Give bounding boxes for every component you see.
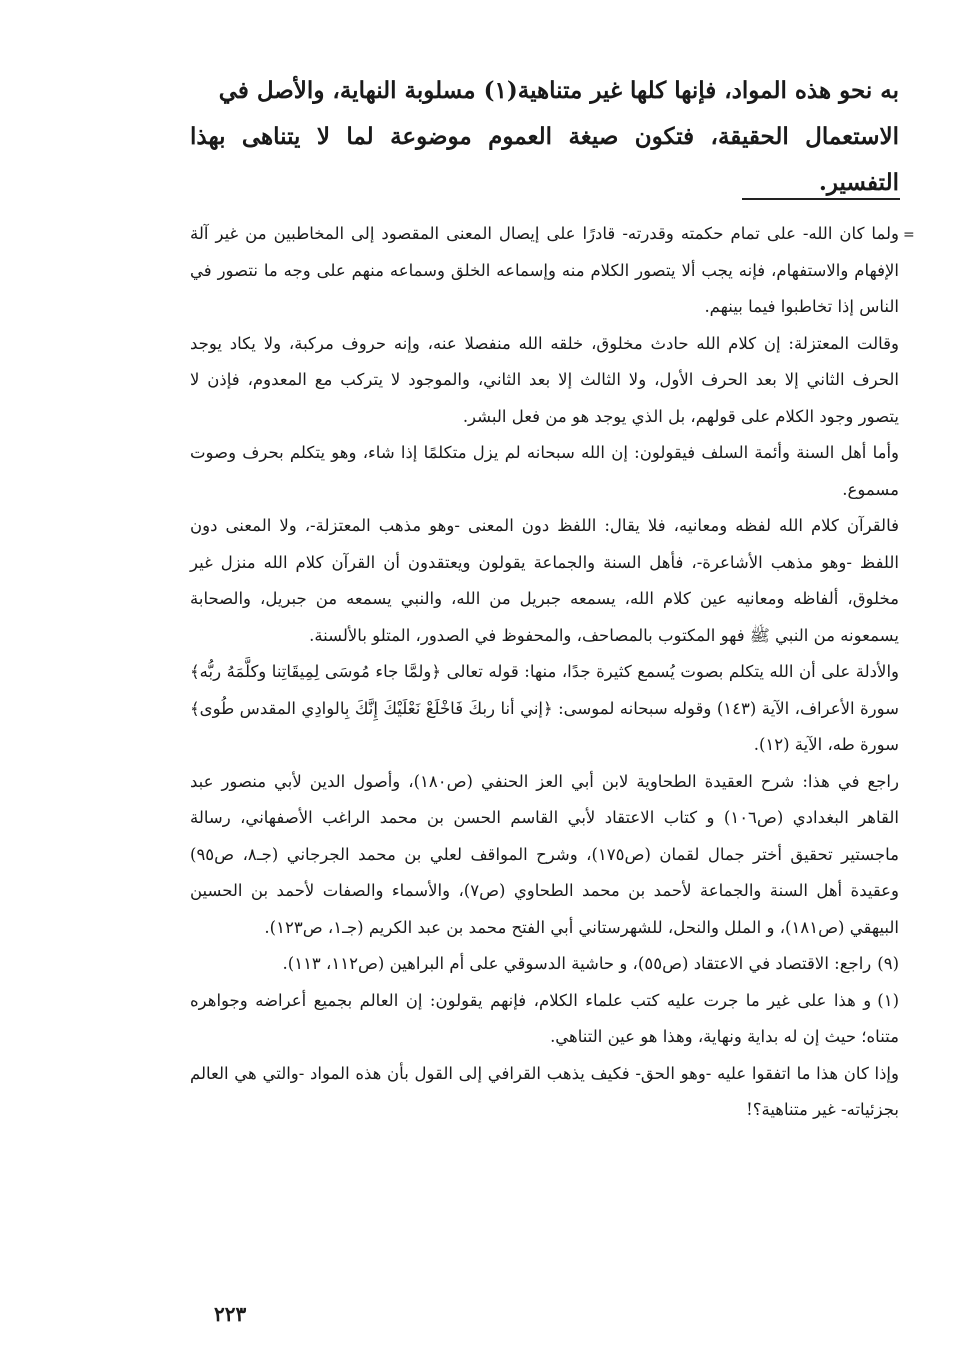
footnote-paragraph: راجع في هذا: شرح العقيدة الطحاوية لابن أبي العز الحنفي (ص١٨٠)، وأصول الدين لأبي منصور عبد القاهر البغدادي (ص١٠٦) و كتاب الاعتقاد لأبي القاسم الحسن بن محمد الراغب الأصفهاني، رسالة ماجستير تحقيق أختر جمال لقمان (ص١٧٥)، وشرح المواقف لعلي بن محمد الجرجاني (جـ٨، ص٩٥) وعقيدة أهل السنة والجماعة لأحمد بن محمد الطحاوي (ص٧)، والأسماء والصفات لأحمد بن الحسين البيهقي (ص١٨١)، و الملل والنحل، للشهرستاني أبي الفتح محمد بن عبد الكريم (جـ١، ص١٢٣). <box>190 771 899 937</box>
footnote-1-text: و هذا على غير ما جرت عليه كتب علماء الكلام، فإنهم يقولون: إن العالم بجميع أعراضه وجواهره متناه؛ حيث إن له بداية ونهاية، وهذا هو عين التناهي. <box>190 990 899 1046</box>
footnote-paragraph: ولما كان الله- على تمام حكمته وقدرته- قادرًا على إيصال المعنى المقصود إلى المخاطبين من غير آلة الإفهام والاستفهام، فإنه يجب ألا يتصور الكلام منه وإسماعه الخلق وسماعه منهم على وجه ما نتصور في الناس إذا تخاطبوا فيما بينهم. <box>190 224 899 316</box>
footnote-9-text: راجع: الاقتصاد في الاعتقاد (ص٥٥)، و حاشية الدسوقي على أم البراهين (ص١١٢، ١١٣). <box>282 954 872 973</box>
footnote-paragraph: فالقرآن كلام الله لفظه ومعانيه، فلا يقال: اللفظ دون المعنى -وهو مذهب المعتزلة-، ولا المعنى دون اللفظ -وهو مذهب الأشاعرة-، فأهل السنة والجماعة يقولون ويعتقدون أن القرآن كلام الله منزل غير مخلوق، ألفاظه ومعانيه عين كلام الله، يسمعه جبريل من الله، والنبي يسمعه من جبريل، والصحابة يسمعونه من النبي ﷺ فهو المكتوب بالمصاحف، والمحفوظ في الصدور، المتلو بالألسنة. <box>190 516 899 645</box>
footnote-1-continuation: وإذا كان هذا ما اتفقوا عليه -وهو الحق- فكيف يذهب القرافي إلى القول بأن هذه المواد -والتي هي العالم بجزئياته- غير متناهية؟! <box>190 1063 899 1119</box>
footnote-1-number: (١) <box>877 990 899 1010</box>
footnote-9 <box>190 946 899 983</box>
footnote-1 <box>190 983 899 1056</box>
footnotes <box>190 216 899 1129</box>
page-number: ٢٢٣ <box>214 1302 247 1326</box>
main-line-1: به نحو هذه المواد، فإنها كلها غير متناهية(١) مسلوبة النهاية، والأصل في <box>218 77 899 104</box>
main-text <box>190 68 899 206</box>
main-line-2: الاستعمال الحقيقة، فتكون صيغة العموم موضوعة لما لا يتناهى بهذا التفسير. <box>190 123 899 196</box>
footnote-paragraph: وأما أهل السنة وأئمة السلف فيقولون: إن الله سبحانه لم يزل متكلمًا إذا شاء، وهو يتكلم بحرف وصوت مسموع. <box>190 443 899 499</box>
continuation-mark: = <box>903 227 915 243</box>
footnote-paragraph: وقالت المعتزلة: إن كلام الله حادث مخلوق، خلقه الله منفصلا عنه، وإنه حروف مركبة، ولا يكاد يوجد الحرف الثاني إلا بعد الحرف الأول، ولا الثالث إلا بعد الثاني، والموجود لا يتركب مع المعدوم، فإذن لا يتصور وجود الكلام على قولهم، بل الذي يوجد هو من فعل البشر. <box>190 333 899 426</box>
footnote-paragraph: والأدلة على أن الله يتكلم بصوت يُسمع كثيرة جدًا، منها: قوله تعالى ﴿ولمَّا جاء مُوسَى لِمِيقَاتِنا وكلَّمَهُ ربُّه﴾ سورة الأعراف، الآية (١٤٣) وقوله سبحانه لموسى: ﴿إني أنا ربكَ فَاخْلَعْ نَعْلَيْكَ إِنَّكَ بِالوادِي المقدس طُوى﴾ سورة طه، الآية (١٢). <box>190 662 899 754</box>
footnote-separator <box>742 198 900 200</box>
footnote-9-number: (٩) <box>877 954 899 973</box>
